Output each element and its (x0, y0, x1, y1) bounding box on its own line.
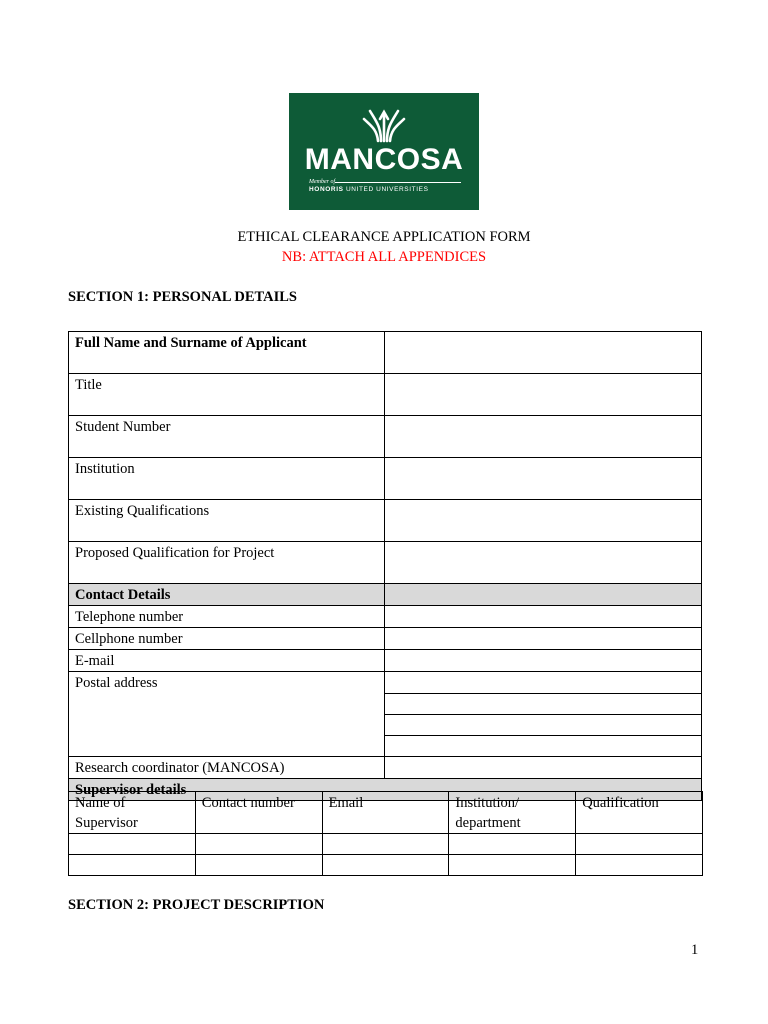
mancosa-logo (289, 93, 479, 210)
label-research-coordinator: Research coordinator (MANCOSA) (69, 757, 385, 779)
logo-member-of: Member of (309, 179, 336, 185)
supervisor-name-cell[interactable] (69, 855, 196, 876)
table-row (69, 650, 702, 672)
postal-address-lines (385, 672, 701, 756)
logo-honoris-name: HONORIS (309, 186, 344, 193)
contact-details-shaded-cell (385, 584, 702, 606)
table-row (69, 792, 703, 834)
label-email: E-mail (69, 650, 385, 672)
postal-address-line-1[interactable] (385, 672, 701, 693)
label-student-number: Student Number (69, 416, 385, 458)
table-row (69, 458, 702, 500)
table-row (69, 855, 703, 876)
postal-address-line-2[interactable] (385, 693, 701, 714)
table-row (69, 416, 702, 458)
section2-heading: SECTION 2: PROJECT DESCRIPTION (68, 897, 325, 913)
field-institution[interactable] (385, 458, 702, 500)
label-full-name: Full Name and Surname of Applicant (69, 332, 385, 374)
table-row (69, 606, 702, 628)
label-title: Title (69, 374, 385, 416)
supervisor-details-heading: Supervisor details (69, 779, 702, 801)
table-row (69, 374, 702, 416)
supervisor-institution-cell[interactable] (449, 855, 576, 876)
table-row (69, 584, 702, 606)
table-row (69, 332, 702, 374)
col-contact-number: Contact number (195, 792, 322, 834)
supervisor-qualification-cell[interactable] (576, 834, 703, 855)
field-full-name[interactable] (385, 332, 702, 374)
label-telephone: Telephone number (69, 606, 385, 628)
tree-emblem-icon (362, 107, 406, 143)
supervisor-email-cell[interactable] (322, 834, 449, 855)
supervisor-contact-cell[interactable] (195, 834, 322, 855)
logo-brand-text: MANCOSA (304, 143, 464, 176)
supervisor-qualification-cell[interactable] (576, 855, 703, 876)
col-institution-department: Institution/ department (449, 792, 576, 834)
field-research-coordinator[interactable] (385, 757, 702, 779)
attach-appendices-note: NB: ATTACH ALL APPENDICES (281, 249, 487, 265)
form-title: ETHICAL CLEARANCE APPLICATION FORM (237, 229, 531, 245)
supervisor-email-cell[interactable] (322, 855, 449, 876)
label-proposed-qualification: Proposed Qualification for Project (69, 542, 385, 584)
logo-united-universities: UNITED UNIVERSITIES (345, 186, 429, 193)
supervisor-table (68, 791, 703, 876)
personal-details-table (68, 331, 702, 801)
col-qualification: Qualification (576, 792, 703, 834)
supervisor-name-cell[interactable] (69, 834, 196, 855)
field-proposed-qualification[interactable] (385, 542, 702, 584)
table-row (69, 542, 702, 584)
field-email[interactable] (385, 650, 702, 672)
field-cellphone[interactable] (385, 628, 702, 650)
label-cellphone: Cellphone number (69, 628, 385, 650)
table-row (69, 672, 702, 757)
table-row (69, 834, 703, 855)
label-postal-address: Postal address (69, 672, 385, 757)
label-institution: Institution (69, 458, 385, 500)
col-name-of-supervisor: Name of Supervisor (69, 792, 196, 834)
contact-details-heading: Contact Details (69, 584, 385, 606)
logo-rule (335, 182, 461, 183)
label-existing-qualifications: Existing Qualifications (69, 500, 385, 542)
supervisor-institution-cell[interactable] (449, 834, 576, 855)
field-postal-address[interactable] (385, 672, 702, 757)
table-row (69, 628, 702, 650)
field-student-number[interactable] (385, 416, 702, 458)
page-number: 1 (691, 942, 699, 958)
supervisor-contact-cell[interactable] (195, 855, 322, 876)
postal-address-line-4[interactable] (385, 735, 701, 756)
logo-honoris (309, 186, 429, 194)
table-row (69, 757, 702, 779)
col-email: Email (322, 792, 449, 834)
field-telephone[interactable] (385, 606, 702, 628)
table-row (69, 500, 702, 542)
postal-address-line-3[interactable] (385, 714, 701, 735)
field-title[interactable] (385, 374, 702, 416)
field-existing-qualifications[interactable] (385, 500, 702, 542)
section1-heading: SECTION 1: PERSONAL DETAILS (68, 289, 297, 305)
